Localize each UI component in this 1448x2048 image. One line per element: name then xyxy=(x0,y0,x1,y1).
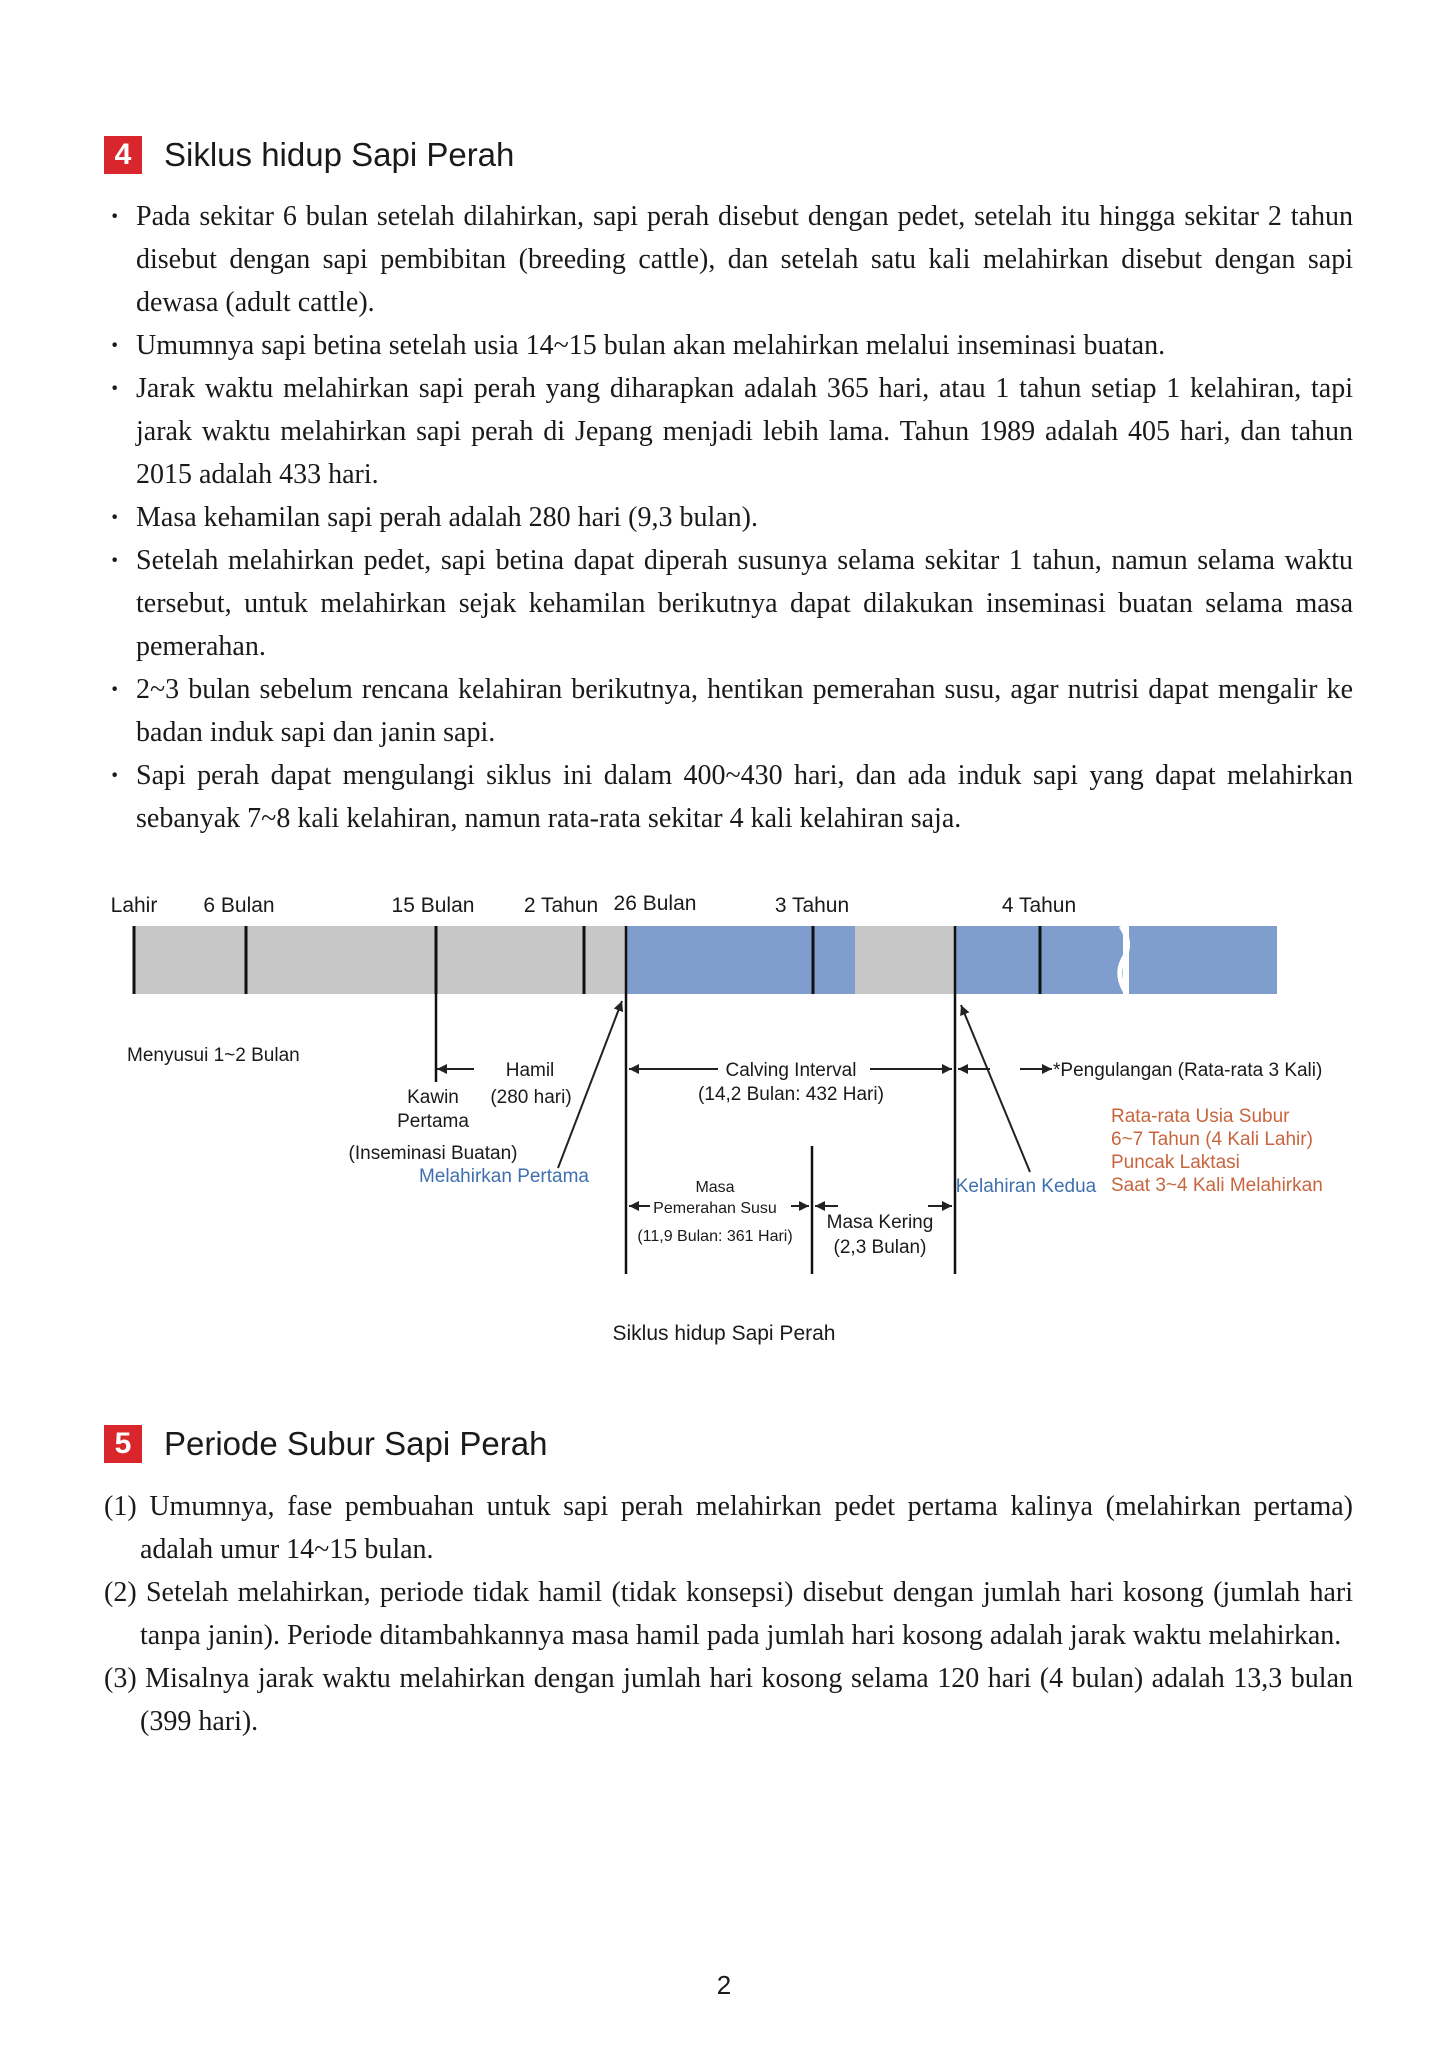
label-usia-subur: Rata-rata Usia Subur xyxy=(1111,1106,1290,1127)
label-masa-kering: Masa Kering xyxy=(826,1212,934,1233)
label-masa-kering-detail: (2,3 Bulan) xyxy=(833,1237,927,1258)
bullet-item: · Jarak waktu melahirkan sapi perah yang diharapkan adalah 365 hari, atau 1 tahun setiap 1 kelahiran, tapi jarak waktu melahirkan sapi perah di Jepang menjadi lebih lama. Tahun 1989 adalah 405 hari, dan tahun 2015 adalah 433 hari. xyxy=(108,367,1353,496)
arrow-kelahiran-kedua xyxy=(961,1005,1030,1172)
section-number-badge: 4 xyxy=(104,136,142,174)
arrow-melahirkan-pertama xyxy=(558,1001,622,1168)
bullet-item: · Setelah melahirkan pedet, sapi betina dapat diperah susunya selama sekitar 1 tahun, namun selama waktu tersebut, untuk melahirkan sejak kehamilan berikutnya dapat dilakukan inseminasi buatan selama masa pemerahan. xyxy=(108,539,1353,668)
bar-segment-blue xyxy=(1129,926,1277,994)
section-4-bullets xyxy=(108,195,1353,840)
label-calving-interval: Calving Interval xyxy=(725,1060,857,1081)
section-4-header xyxy=(104,133,514,177)
numbered-item: (2) Setelah melahirkan, periode tidak hamil (tidak konsepsi) disebut dengan jumlah hari kosong (jumlah hari tanpa janin). Periode ditambahkannya masa hamil pada jumlah hari kosong adalah jarak waktu melahirkan. xyxy=(104,1577,1353,1651)
label-pemerahan-susu: Pemerahan Susu xyxy=(653,1200,777,1217)
numbered-item: (3) Misalnya jarak waktu melahirkan dengan jumlah hari kosong selama 120 hari (4 bulan) adalah 13,3 bulan (399 hari). xyxy=(104,1663,1353,1737)
label-hamil: Hamil xyxy=(505,1060,555,1081)
timeline-label-3-tahun: 3 Tahun xyxy=(774,894,850,917)
page-number: 2 xyxy=(716,1970,732,2000)
section-title: Periode Subur Sapi Perah xyxy=(164,1425,548,1462)
timeline-label-2-tahun: 2 Tahun xyxy=(523,894,599,917)
label-hamil-days: (280 hari) xyxy=(490,1087,572,1108)
label-puncak-laktasi-detail: Saat 3~4 Kali Melahirkan xyxy=(1111,1175,1323,1196)
label-kawin-pertama: Pertama xyxy=(397,1111,469,1132)
timeline-label-15-bulan: 15 Bulan xyxy=(391,894,475,917)
label-usia-subur-detail: 6~7 Tahun (4 Kali Lahir) xyxy=(1111,1129,1313,1150)
bar-segment-blue xyxy=(626,926,855,994)
bullet-item: · Umumnya sapi betina setelah usia 14~15 bulan akan melahirkan melalui inseminasi buatan. xyxy=(108,324,1353,367)
label-menyusui: Menyusui 1~2 Bulan xyxy=(127,1045,300,1066)
timeline-label-26-bulan: 26 Bulan xyxy=(613,892,697,915)
bullet-item: · Masa kehamilan sapi perah adalah 280 hari (9,3 bulan). xyxy=(108,496,1353,539)
label-kawin: Kawin xyxy=(407,1087,459,1108)
label-inseminasi: (Inseminasi Buatan) xyxy=(348,1143,518,1164)
timeline-label-4-tahun: 4 Tahun xyxy=(1001,894,1077,917)
timeline-label-6-bulan: 6 Bulan xyxy=(203,894,275,917)
bullet-item: · 2~3 bulan sebelum rencana kelahiran berikutnya, hentikan pemerahan susu, agar nutrisi dapat mengalir ke badan induk sapi dan janin sapi. xyxy=(108,668,1353,754)
label-masa-pemerahan: Masa xyxy=(695,1179,735,1196)
numbered-item: (1) Umumnya, fase pembuahan untuk sapi perah melahirkan pedet pertama kalinya (melahirkan pertama) adalah umur 14~15 bulan. xyxy=(104,1491,1353,1565)
label-pemerahan-detail: (11,9 Bulan: 361 Hari) xyxy=(637,1228,793,1245)
section-5-header xyxy=(104,1422,547,1466)
label-melahirkan-pertama: Melahirkan Pertama xyxy=(418,1166,590,1187)
bar-segment-gray xyxy=(133,926,626,994)
section-5-list xyxy=(104,1485,1353,1743)
diagram-caption: Siklus hidup Sapi Perah xyxy=(612,1322,836,1345)
timeline-label-lahir: Lahir xyxy=(110,894,158,917)
label-calving-detail: (14,2 Bulan: 432 Hari) xyxy=(698,1084,884,1105)
label-puncak-laktasi: Puncak Laktasi xyxy=(1111,1152,1240,1173)
bullet-item: · Pada sekitar 6 bulan setelah dilahirkan, sapi perah disebut dengan pedet, setelah itu hingga sekitar 2 tahun disebut dengan sapi pembibitan (breeding cattle), dan setelah satu kali melahirkan disebut dengan sapi dewasa (adult cattle). xyxy=(108,195,1353,324)
label-kelahiran-kedua: Kelahiran Kedua xyxy=(955,1176,1097,1197)
bullet-item: · Sapi perah dapat mengulangi siklus ini dalam 400~430 hari, dan ada induk sapi yang dapat melahirkan sebanyak 7~8 kali kelahiran, namun rata-rata sekitar 4 kali kelahiran saja. xyxy=(108,754,1353,840)
life-cycle-diagram xyxy=(0,870,1448,1310)
bar-segment-gray xyxy=(855,926,955,994)
section-title: Siklus hidup Sapi Perah xyxy=(164,136,515,173)
section-number-badge: 5 xyxy=(104,1425,142,1463)
label-pengulangan: *Pengulangan (Rata-rata 3 Kali) xyxy=(1053,1060,1323,1081)
